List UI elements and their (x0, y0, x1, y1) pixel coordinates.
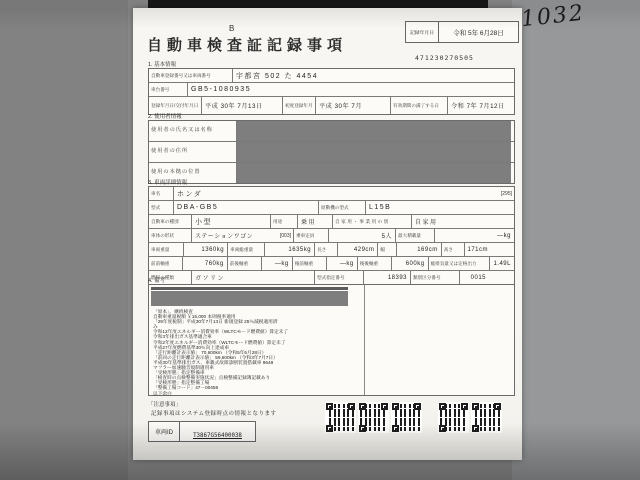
height-value: 171cm (467, 246, 489, 253)
vehicle-id-label: 車両ID (149, 422, 180, 441)
front-front-axle-label: 前前軸重 (149, 257, 183, 270)
qr-code-icon (358, 402, 389, 433)
document-number: 471230270505 (415, 54, 474, 62)
body-shape-label: 車体の形状 (149, 229, 192, 242)
rear-rear-axle-label: 後後軸重 (358, 257, 392, 270)
vehicle-inspection-certificate (133, 0, 587, 460)
qr-code-icon (325, 402, 356, 433)
vehicle-id-box (148, 421, 256, 442)
rear-front-axle-label: 後前軸重 (293, 257, 327, 270)
remark-line: 自動車重量税額 ￥15,000 本則税率適用 (153, 314, 236, 320)
notice-heading: 「注意事項」 (148, 402, 182, 408)
section3-heading: 3. 車両詳細情報 (148, 180, 188, 186)
dates-row (149, 97, 514, 114)
model-value: DBA-GB5 (174, 201, 319, 214)
registration-date-label: 登録年月日/交付年月日 (149, 97, 202, 114)
category-row (149, 215, 514, 229)
use-value: 乗用 (298, 215, 333, 228)
length-value: 429cm (338, 243, 379, 256)
body-shape-value: ステーションワゴン (195, 234, 254, 240)
max-load-value: ―kg (497, 232, 511, 239)
vehicle-weight-value: 1360kg (184, 243, 229, 256)
front-rear-axle-label: 前後軸重 (228, 257, 262, 270)
redaction-bar (237, 142, 511, 162)
remark-line: マフラー加速騒音規制適用車 (153, 365, 214, 371)
max-load-label: 最大積載量 (396, 229, 435, 242)
base-location-row (149, 163, 514, 183)
front-front-axle-value: 760kg (183, 257, 227, 270)
qr-code-icon (471, 402, 502, 433)
section2-table (148, 120, 515, 184)
qr-code-icon (391, 402, 422, 433)
length-label: 長さ (315, 243, 338, 256)
remark-line: 以下余白 (153, 390, 172, 396)
remark-line: 令和12年度エネルギー消費効率（WLTCモード燃費値）算定未了 (153, 329, 289, 335)
section2-heading: 2. 使用者情報 (148, 114, 182, 120)
front-rear-axle-value: ―kg (262, 257, 293, 270)
remark-line: 平成30年基準排出ガス、車載式故障診断装置搭載車 9648 (153, 359, 274, 365)
record-date-value: 令和 5年 6月28日 (453, 29, 504, 37)
remark-line: 「走行距離計表示値」 70,600km （令和5年6月28日） (153, 349, 267, 355)
height-label: 高さ (442, 243, 465, 256)
capacity-value: 5人 (329, 229, 396, 242)
category-value: 小型 (192, 215, 271, 228)
fuel-type-value: ガソリン (192, 271, 315, 284)
chassis-number-row (149, 83, 514, 97)
user-address-value (237, 142, 514, 162)
expiry-date-value: 令和 7年 7月12日 (451, 103, 505, 110)
remark-line: 「検査時の点検整備実施状況」点検整備記録簿記載あり (153, 375, 271, 381)
remark-line: 令和2年度エネルギー消費効率（WLTCモード燃費値）算定未了 (153, 339, 286, 345)
remark-line: 「29年度税制」平成30年7月13日 新規登録 25％減税適用済 (153, 319, 278, 325)
registration-number-value: 宇都宮 502 た 4454 (236, 72, 319, 80)
remark-line: 「整備工場コード」47－00458 (153, 385, 219, 391)
classification-number-value: 0015 (470, 274, 486, 281)
registration-date-value: 平成 30年 7月13日 (202, 97, 283, 114)
use-label: 用途 (271, 215, 298, 228)
notice-text: 記録事項はシステム登録時点の情報となります (151, 411, 277, 417)
body-shape-code: [003] (271, 229, 294, 242)
qr-code-icon (438, 402, 469, 433)
registration-number-row (149, 69, 514, 83)
section4-heading: 4. 備考 (148, 278, 166, 284)
width-label: 幅 (378, 243, 397, 256)
base-location-value (237, 163, 514, 183)
model-label: 型式 (149, 201, 174, 214)
engine-model-label: 原動機の型式 (319, 201, 366, 214)
engine-model-value: L15B (369, 204, 392, 211)
record-date-label: 記録年月日 (406, 22, 439, 42)
registration-number-label: 自動車登録番号又は車両番号 (149, 69, 233, 82)
chassis-number-label: 車台番号 (149, 83, 188, 96)
remarks-lines (153, 309, 359, 396)
type-designation-value: 18393 (364, 271, 411, 284)
remark-line: 平成27年度燃費基準30％向上達成車 (153, 344, 230, 350)
remark-line: 「受検形態」指定整備工場 (153, 380, 210, 386)
user-name-value (237, 121, 514, 141)
capacity-label: 乗車定員 (294, 229, 329, 242)
remark-line: み (153, 324, 158, 330)
redaction-bar (237, 121, 511, 141)
redaction-bar (237, 163, 511, 183)
remark-line: 令和3年排出ガス基準適合車 (153, 334, 212, 340)
user-address-row (149, 142, 514, 163)
axle-weight-row (149, 257, 514, 271)
page-mark: B (229, 24, 235, 33)
type-designation-label: 型式指定番号 (315, 271, 364, 284)
model-row (149, 201, 514, 215)
section1-heading: 1. 基本情報 (148, 62, 177, 68)
user-name-row (149, 121, 514, 142)
remarks-box (148, 284, 515, 396)
gross-weight-value: 1635kg (265, 243, 315, 256)
expiry-date-label: 有効期間の満了する日 (391, 97, 448, 114)
user-address-label: 使用者の住所 (149, 142, 237, 162)
remark-line: 「前回の走行距離計表示値」 59,600km （令和3年7月7日） (153, 354, 278, 360)
private-business-label: 自家用・事業用の別 (333, 215, 412, 228)
document-title: 自動車検査証記録事項 (147, 37, 348, 54)
first-registration-value: 平成 30年 7月 (316, 97, 391, 114)
section1-table (148, 68, 515, 115)
car-name-code: [295] (500, 190, 512, 197)
rear-front-axle-value: ―kg (327, 257, 358, 270)
record-date-box (405, 21, 519, 43)
handwritten-number: 1032 (519, 0, 587, 33)
fuel-row (149, 271, 514, 284)
redaction-bar (151, 291, 348, 306)
width-value: 169cm (397, 243, 442, 256)
body-shape-row (149, 229, 514, 243)
classification-number-label: 類別区分番号 (411, 271, 460, 284)
fuel-type-label: 燃料の種類 (149, 271, 192, 284)
rear-rear-axle-value: 600kg (392, 257, 428, 270)
vehicle-weight-label: 車両重量 (149, 243, 184, 256)
remark-line: 「受検形態」指定整備車 (153, 370, 205, 376)
car-name-value: ホンダ (177, 190, 203, 198)
remarks-divider (364, 285, 365, 395)
displacement-value: 1.49L (493, 260, 511, 267)
remark-line: 「原本」、継続検査 (153, 309, 193, 314)
car-name-row (149, 187, 514, 201)
base-location-label: 使用の本拠の位置 (149, 163, 237, 183)
car-name-label: 車名 (149, 187, 174, 200)
user-name-label: 使用者の氏名又は名称 (149, 121, 237, 141)
first-registration-label: 初度登録年月 (283, 97, 316, 114)
redaction-bar (151, 287, 348, 290)
category-label: 自動車の種別 (149, 215, 192, 228)
gross-weight-label: 車両総重量 (228, 243, 265, 256)
vehicle-id-value: T3867G56400038 (193, 433, 242, 439)
chassis-number-value: GB5-1080935 (191, 86, 252, 93)
section3-table (148, 186, 515, 285)
displacement-label: 総排気量又は定格出力 (429, 257, 491, 270)
weight-row (149, 243, 514, 257)
private-business-value: 自家用 (415, 220, 438, 226)
